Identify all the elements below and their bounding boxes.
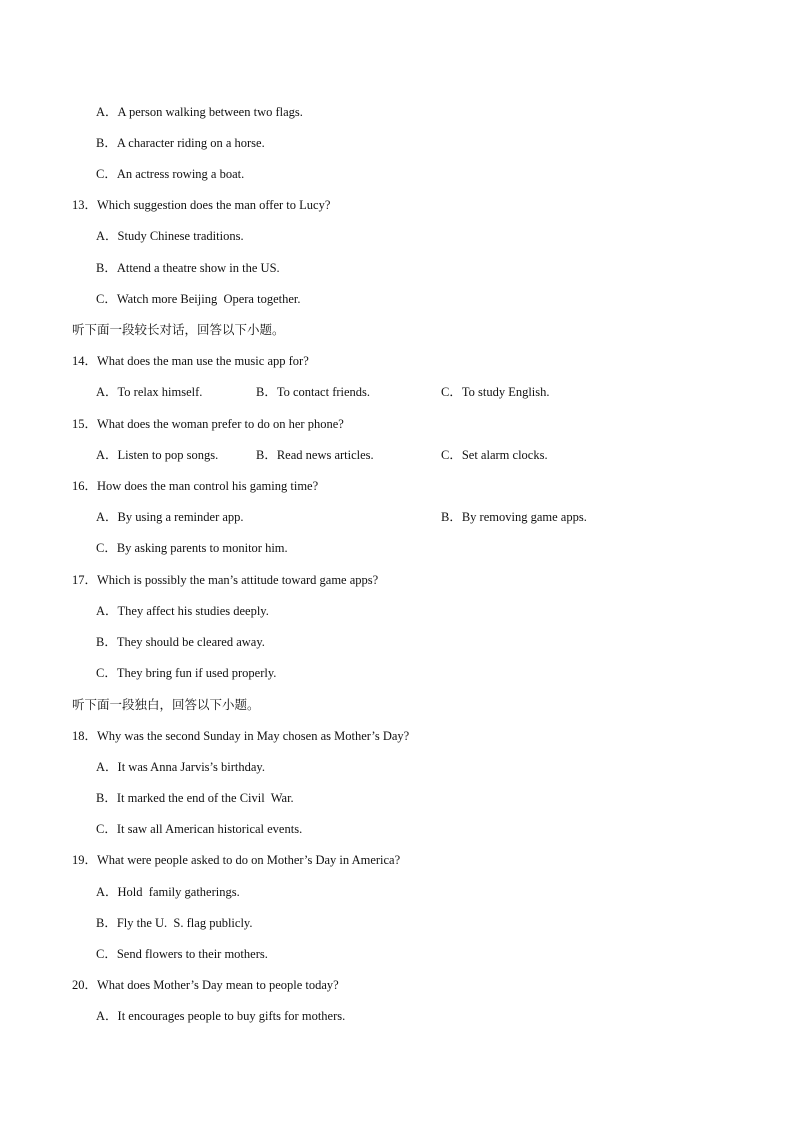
q14-option-a: A．To relax himself. [96, 385, 203, 399]
q19-option-c: C．Send flowers to their mothers. [96, 947, 268, 961]
q12-option-b: B．A character riding on a horse. [96, 136, 265, 150]
section-heading-long-dialogue: 听下面一段较长对话，回答以下小题。 [72, 322, 285, 337]
q17-option-c: C．They bring fun if used properly. [96, 666, 277, 680]
q19-option-a: A．Hold family gatherings. [96, 885, 240, 899]
q14-option-b: B．To contact friends. [256, 385, 371, 399]
q18-option-b: B．It marked the end of the Civil War. [96, 791, 294, 805]
q14-stem: 14．What does the man use the music app for? [72, 354, 309, 368]
q19-option-b: B．Fly the U. S. flag publicly. [96, 916, 253, 930]
q13-option-a: A．Study Chinese traditions. [96, 229, 244, 243]
q15-option-b: B．Read news articles. [256, 448, 374, 462]
q14-option-c: C．To study English. [441, 385, 550, 399]
q17-option-b: B．They should be cleared away. [96, 635, 265, 649]
q13-stem: 13．Which suggestion does the man offer to Lucy? [72, 198, 331, 212]
q13-option-b: B．Attend a theatre show in the US. [96, 261, 280, 275]
q12-option-c: C．An actress rowing a boat. [96, 167, 245, 181]
q13-option-c: C．Watch more Beijing Opera together. [96, 292, 301, 306]
q16-option-a: A．By using a reminder app. [96, 510, 244, 524]
q16-stem: 16．How does the man control his gaming time? [72, 479, 319, 493]
q15-option-c: C．Set alarm clocks. [441, 448, 548, 462]
q16-option-c: C．By asking parents to monitor him. [96, 541, 288, 555]
q12-option-a: A．A person walking between two flags. [96, 105, 303, 119]
q20-option-a: A．It encourages people to buy gifts for mothers. [96, 1009, 346, 1023]
q18-option-a: A．It was Anna Jarvis’s birthday. [96, 760, 265, 774]
q19-stem: 19．What were people asked to do on Mother’s Day in America? [72, 853, 401, 867]
q17-option-a: A．They affect his studies deeply. [96, 604, 269, 618]
q16-option-b: B．By removing game apps. [441, 510, 587, 524]
q15-stem: 15．What does the woman prefer to do on her phone? [72, 417, 344, 431]
q18-option-c: C．It saw all American historical events. [96, 822, 303, 836]
q15-option-a: A．Listen to pop songs. [96, 448, 219, 462]
q17-stem: 17．Which is possibly the man’s attitude toward game apps? [72, 573, 379, 587]
section-heading-monologue: 听下面一段独白，回答以下小题。 [72, 697, 260, 712]
q20-stem: 20．What does Mother’s Day mean to people today? [72, 978, 339, 992]
q18-stem: 18．Why was the second Sunday in May chosen as Mother’s Day? [72, 729, 410, 743]
